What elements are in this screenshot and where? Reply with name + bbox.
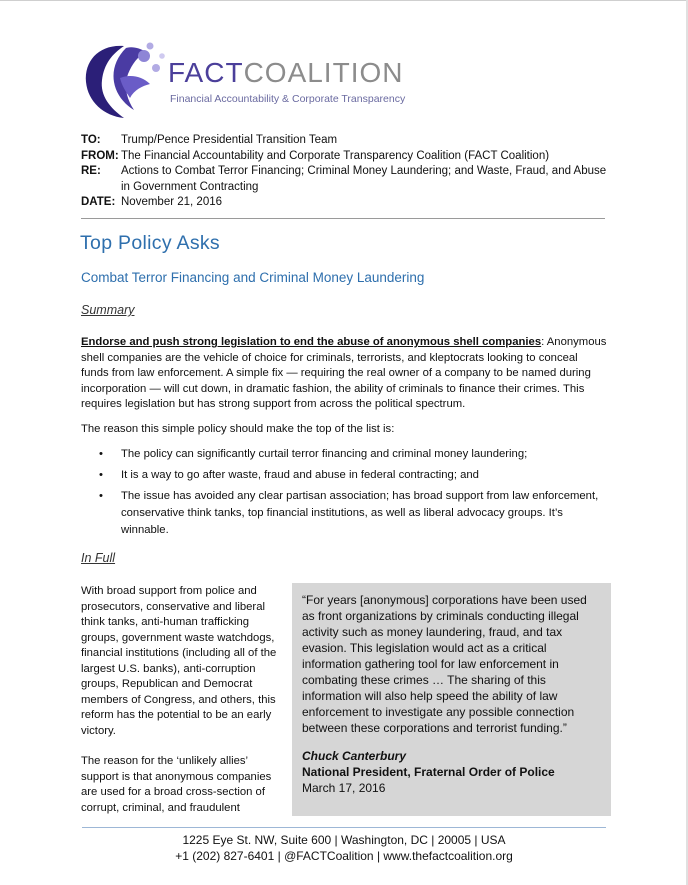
brand-name-part1: FACT	[168, 57, 244, 88]
quote-callout	[292, 583, 611, 816]
in-full-paragraph-2: The reason for the ‘unlikely allies’ support is that anonymous companies are used for a broad cross-section of corrupt, criminal, and fraudulent	[81, 755, 272, 814]
memo-re-row	[81, 164, 611, 195]
reason-list	[99, 446, 607, 543]
memo-header	[81, 133, 611, 211]
reason-intro: The reason this simple policy should make the top of the list is:	[81, 423, 395, 435]
bullet-icon: •	[99, 469, 103, 481]
in-full-paragraph-1: With broad support from police and prosecutors, conservative and liberal think tanks, anti-human trafficking groups, government waste watchdogs, financial institutions (including all of the largest U.S. banks), anti-corruption groups, Republican and Democrat members of Congress, and others, this reform has the potential to be an early victory.	[81, 585, 277, 737]
list-item-text: The issue has avoided any clear partisan association; has broad support from law enforcement, conservative think tanks, top financial institutions, as well as liberal advocacy groups. It’s winnable.	[121, 490, 599, 536]
quote-author-title: National President, Fraternal Order of Police	[302, 765, 555, 779]
quote-date: March 17, 2016	[302, 781, 386, 795]
memo-date-label: DATE:	[81, 196, 116, 208]
summary-body: : Anonymous shell companies are the vehicle of choice for criminals, terrorists, and kleptocrats looking to conceal funds from law enforcement. A simple fix — requiring the real owner of a company to be named during incorporation — will cut down, in dramatic fashion, the ability of criminals to finance their crimes. This requires legislation but has strong support from across the political spectrum.	[81, 336, 607, 410]
list-item	[99, 467, 607, 484]
summary-heading: Summary	[81, 303, 135, 317]
section-title: Combat Terror Financing and Criminal Money Laundering	[81, 270, 425, 285]
fact-logo-icon	[80, 38, 170, 122]
footer-divider	[82, 827, 606, 828]
list-item	[99, 446, 607, 463]
quote-text: “For years [anonymous] corporations have been used as front organizations by criminals conducting illegal activity such as money laundering, fraud, and tax evasion. This legislation would act as a critical information gathering tool for law enforcement in combating these crimes … The sharing of this information will also help speed the ability of law enforcement to investigate any possible connection between these corporations and terrorist funding.”	[302, 593, 587, 735]
memo-re-label: RE:	[81, 165, 101, 177]
brand-tagline: Financial Accountability & Corporate Transparency	[170, 93, 406, 105]
bullet-icon: •	[99, 448, 103, 460]
bullet-icon: •	[99, 490, 103, 502]
memo-to-label: TO:	[81, 134, 101, 146]
memo-date-row	[81, 195, 611, 211]
memo-from-row	[81, 149, 611, 165]
memo-from-label: FROM:	[81, 149, 119, 162]
memo-re-value: Actions to Combat Terror Financing; Criminal Money Laundering; and Waste, Fraud, and Abuse in Government Contracting	[121, 165, 607, 193]
quote-author: Chuck Canterbury	[302, 749, 407, 763]
memo-date-value: November 21, 2016	[121, 196, 223, 208]
list-item-text: The policy can significantly curtail terror financing and criminal money laundering;	[121, 448, 528, 460]
in-full-text	[81, 584, 281, 831]
page-title: Top Policy Asks	[80, 232, 220, 254]
brand-name-part2: COALITION	[243, 57, 404, 88]
footer-address: 1225 Eye St. NW, Suite 600 | Washington, DC | 20005 | USA	[182, 833, 506, 847]
page-top-border	[0, 0, 688, 1]
brand-name	[168, 59, 403, 87]
summary-paragraph	[81, 335, 607, 413]
summary-lead: Endorse and push strong legislation to end the abuse of anonymous shell companies	[81, 336, 542, 348]
memo-to-value: Trump/Pence Presidential Transition Team	[121, 134, 338, 146]
list-item	[99, 488, 607, 539]
memo-to-row	[81, 133, 611, 149]
footer-contact: +1 (202) 827-6401 | @FACTCoalition | www.thefactcoalition.org	[175, 849, 513, 863]
list-item-text: It is a way to go after waste, fraud and abuse in federal contracting; and	[121, 469, 479, 481]
header-divider	[81, 218, 605, 219]
in-full-heading: In Full	[81, 551, 116, 565]
memo-from-value: The Financial Accountability and Corporate Transparency Coalition (FACT Coalition)	[121, 149, 550, 162]
